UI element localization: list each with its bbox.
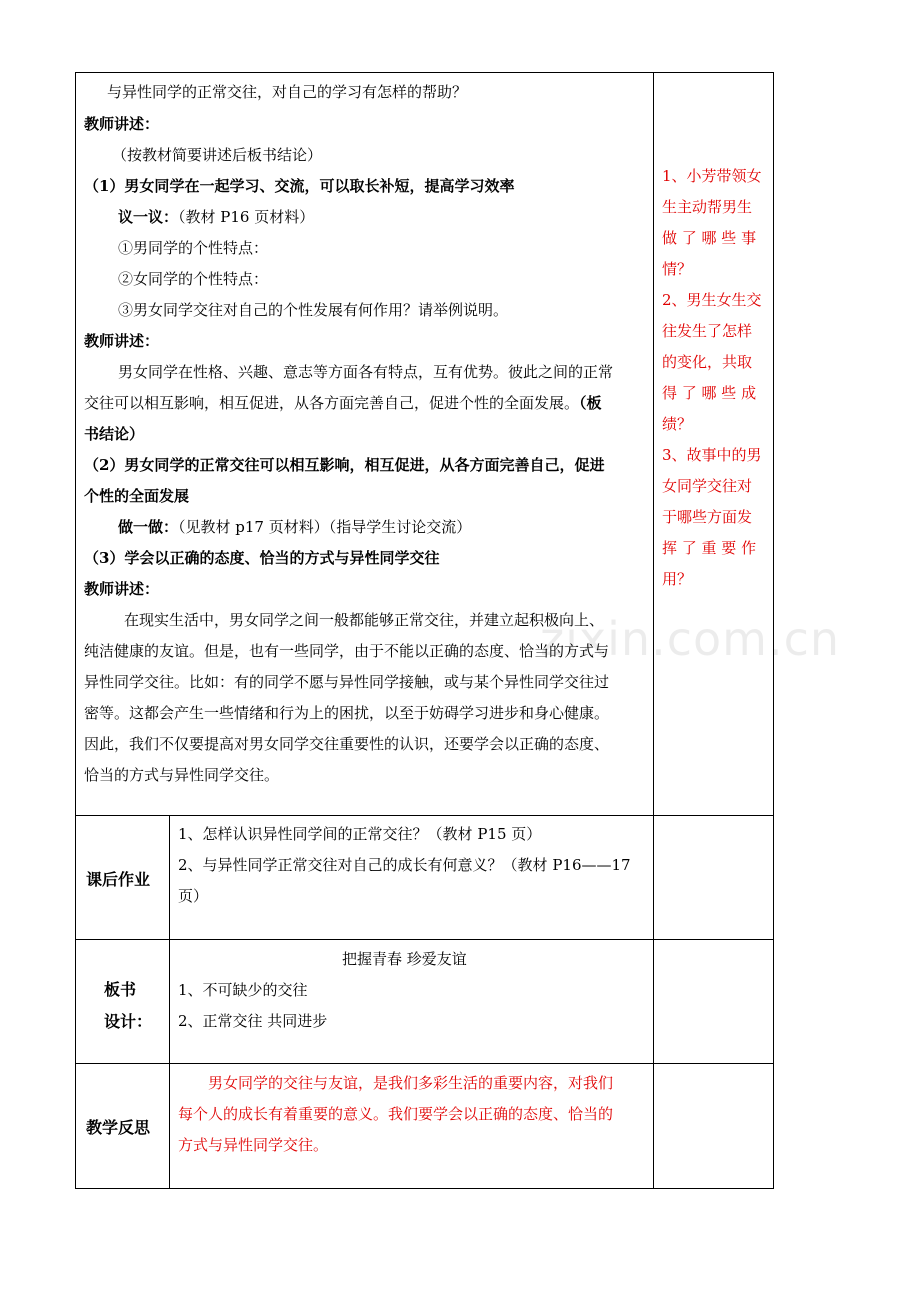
discuss-line [118, 207, 314, 227]
board-item-1: 1、不可缺少的交往 [178, 981, 308, 999]
reflection-label: 教学反思 [86, 1118, 151, 1137]
watermark: zixin.com.cn [540, 612, 841, 666]
question-text: 与异性同学的正常交往，对自己的学习有怎样的帮助？ [107, 83, 468, 101]
reflection-line-1: 男女同学的交往与友谊，是我们多彩生活的重要内容，对我们 [208, 1074, 614, 1092]
board-item-2: 2、正常交往 共同进步 [178, 1012, 328, 1030]
paragraph-2-line-1: 男女同学在性格、兴趣、意志等方面各有特点，互有优势。彼此之间的正常 [118, 363, 614, 381]
paragraph-2-bold: （板 [579, 394, 602, 412]
table-border-top [75, 72, 774, 73]
side-line: 得 了 哪 些 成 [662, 384, 757, 402]
paragraph-2-line-3: 书结论） [84, 425, 145, 443]
side-line: 2、男生女生交 [662, 291, 762, 309]
column-divider-label [169, 815, 170, 1189]
point-2-line-2: 个性的全面发展 [84, 487, 190, 505]
homework-line-3: 页） [178, 887, 209, 905]
paragraph-3-line-1: 在现实生活中，男女同学之间一般都能够正常交往，并建立起积极向上、 [124, 611, 605, 629]
discuss-text: （教材 P16 页材料） [178, 208, 315, 226]
list-item-3: ③男女同学交往对自己的个性发展有何作用？请举例说明。 [118, 301, 509, 319]
paragraph-3-line-5: 因此，我们不仅要提高对男女同学交往重要性的认识，还要学会以正确的态度、 [84, 735, 610, 753]
side-line: 往发生了怎样 [662, 322, 753, 340]
point-1: （1）男女同学在一起学习、交流，可以取长补短，提高学习效率 [84, 177, 515, 195]
list-item-2: ②女同学的个性特点： [118, 270, 269, 288]
teacher-note-1: （按教材简要讲述后板书结论） [112, 146, 323, 164]
side-line: 挥 了 重 要 作 [662, 539, 757, 557]
paragraph-3-line-3: 异性同学交往。比如：有的同学不愿与异性同学接触，或与某个异性同学交往过 [84, 673, 610, 691]
board-label-line-2: 设计： [104, 1012, 153, 1031]
discuss-label: 议一议： [118, 208, 179, 226]
row-divider-2 [75, 939, 774, 940]
do-text: （见教材 p17 页材料）（指导学生讨论交流） [178, 518, 472, 536]
point-2-line-1: （2）男女同学的正常交往可以相互影响，相互促进，从各方面完善自己，促进 [84, 456, 605, 474]
teacher-label-2: 教师讲述： [84, 332, 160, 350]
side-line: 生主动帮男生 [662, 198, 753, 216]
paragraph-3-line-4: 密等。这都会产生一些情绪和行为上的困扰，以至于妨碍学习进步和身心健康。 [84, 704, 610, 722]
do-label: 做一做： [118, 518, 179, 536]
side-line: 1、小芳带领女 [662, 167, 762, 185]
board-title: 把握青春 珍爱友谊 [342, 950, 467, 968]
side-line: 的变化，共取 [662, 353, 753, 371]
reflection-line-2: 每个人的成长有着重要的意义。我们要学会以正确的态度、恰当的 [178, 1105, 614, 1123]
row-divider-3 [75, 1063, 774, 1064]
table-border-bottom [75, 1188, 774, 1189]
teacher-label-1: 教师讲述： [84, 115, 160, 133]
reflection-line-3: 方式与异性同学交往。 [178, 1136, 329, 1154]
side-line: 于哪些方面发 [662, 508, 753, 526]
side-line: 做 了 哪 些 事 [662, 229, 757, 247]
homework-label: 课后作业 [86, 870, 151, 889]
row-divider-1 [75, 815, 774, 816]
table-border-left [75, 72, 76, 1189]
side-line: 情？ [662, 260, 693, 278]
homework-line-2: 2、与异性同学正常交往对自己的成长有何意义？（教材 P16——17 [178, 856, 631, 874]
homework-line-1: 1、怎样认识异性同学间的正常交往？（教材 P15 页） [178, 825, 542, 843]
paragraph-2-text: 交往可以相互影响，相互促进，从各方面完善自己，促进个性的全面发展。 [84, 394, 580, 412]
do-line [118, 517, 471, 537]
side-line: 女同学交往对 [662, 477, 753, 495]
teacher-label-3: 教师讲述： [84, 580, 160, 598]
list-item-1: ①男同学的个性特点： [118, 239, 269, 257]
board-label-line-1: 板书 [104, 980, 137, 999]
side-line: 绩？ [662, 415, 693, 433]
point-3: （3）学会以正确的态度、恰当的方式与异性同学交往 [84, 549, 440, 567]
side-line: 用？ [662, 570, 693, 588]
side-line: 3、故事中的男 [662, 446, 762, 464]
paragraph-3-line-6: 恰当的方式与异性同学交往。 [84, 766, 280, 784]
paragraph-3-line-2: 纯洁健康的友谊。但是，也有一些同学，由于不能以正确的态度、恰当的方式与 [84, 642, 610, 660]
paragraph-2-line-2 [84, 393, 602, 413]
